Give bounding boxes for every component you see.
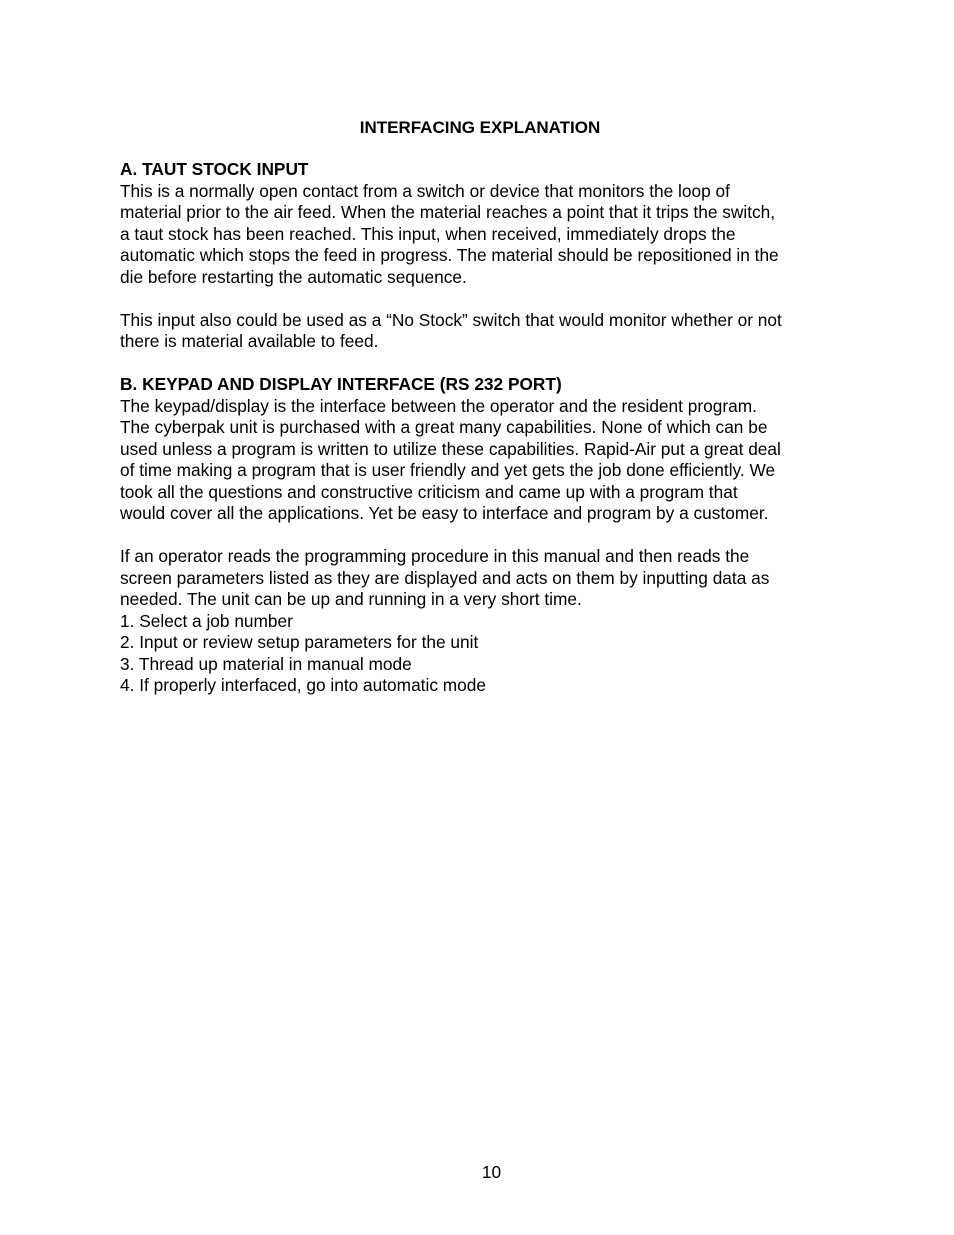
section-keypad-display-interface	[120, 374, 860, 697]
text-line: used unless a program is written to utilize these capabilities. Rapid-Air put a great deal	[120, 438, 781, 459]
paragraph	[120, 310, 860, 353]
page-number: 10	[481, 1162, 502, 1182]
list-item: 2. Input or review setup parameters for the unit	[120, 632, 479, 652]
page-title: INTERFACING EXPLANATION	[359, 118, 601, 137]
list-item: 1. Select a job number	[120, 610, 293, 631]
text-line: The cyberpak unit is purchased with a great many capabilities. None of which can be	[120, 417, 768, 437]
text-line: The keypad/display is the interface between the operator and the resident program.	[120, 395, 757, 416]
text-line: took all the questions and constructive criticism and came up with a program that	[120, 481, 738, 502]
section-taut-stock-input	[120, 159, 860, 353]
text-line: This is a normally open contact from a switch or device that monitors the loop of	[120, 180, 730, 201]
section-heading: B. KEYPAD AND DISPLAY INTERFACE (RS 232 PORT)	[120, 374, 562, 394]
section-heading: A. TAUT STOCK INPUT	[120, 159, 309, 179]
text-line: If an operator reads the programming procedure in this manual and then reads the	[120, 546, 750, 566]
paragraph	[120, 396, 860, 525]
text-line: needed. The unit can be up and running in a very short time.	[120, 589, 582, 609]
text-line: of time making a program that is user friendly and yet gets the job done efficiently. We	[120, 460, 776, 480]
text-line: would cover all the applications. Yet be easy to interface and program by a customer.	[120, 503, 769, 523]
list-item: 4. If properly interfaced, go into automatic mode	[120, 675, 486, 695]
steps-list	[120, 611, 860, 697]
paragraph	[120, 181, 860, 289]
list-item: 3. Thread up material in manual mode	[120, 653, 412, 674]
text-line: material prior to the air feed. When the material reaches a point that it trips the switch,	[120, 202, 776, 222]
paragraph-spacer	[120, 288, 860, 310]
text-line: automatic which stops the feed in progress. The material should be repositioned in the	[120, 245, 779, 265]
paragraph-spacer	[120, 525, 860, 547]
page-content	[120, 159, 860, 697]
text-line: screen parameters listed as they are displayed and acts on them by inputting data as	[120, 567, 770, 588]
text-line: a taut stock has been reached. This input, when received, immediately drops the	[120, 223, 736, 244]
section-spacer	[120, 353, 860, 375]
paragraph	[120, 546, 860, 611]
text-line: there is material available to feed.	[120, 331, 379, 351]
text-line: die before restarting the automatic sequence.	[120, 266, 467, 287]
text-line: This input also could be used as a “No Stock” switch that would monitor whether or not	[120, 309, 782, 330]
